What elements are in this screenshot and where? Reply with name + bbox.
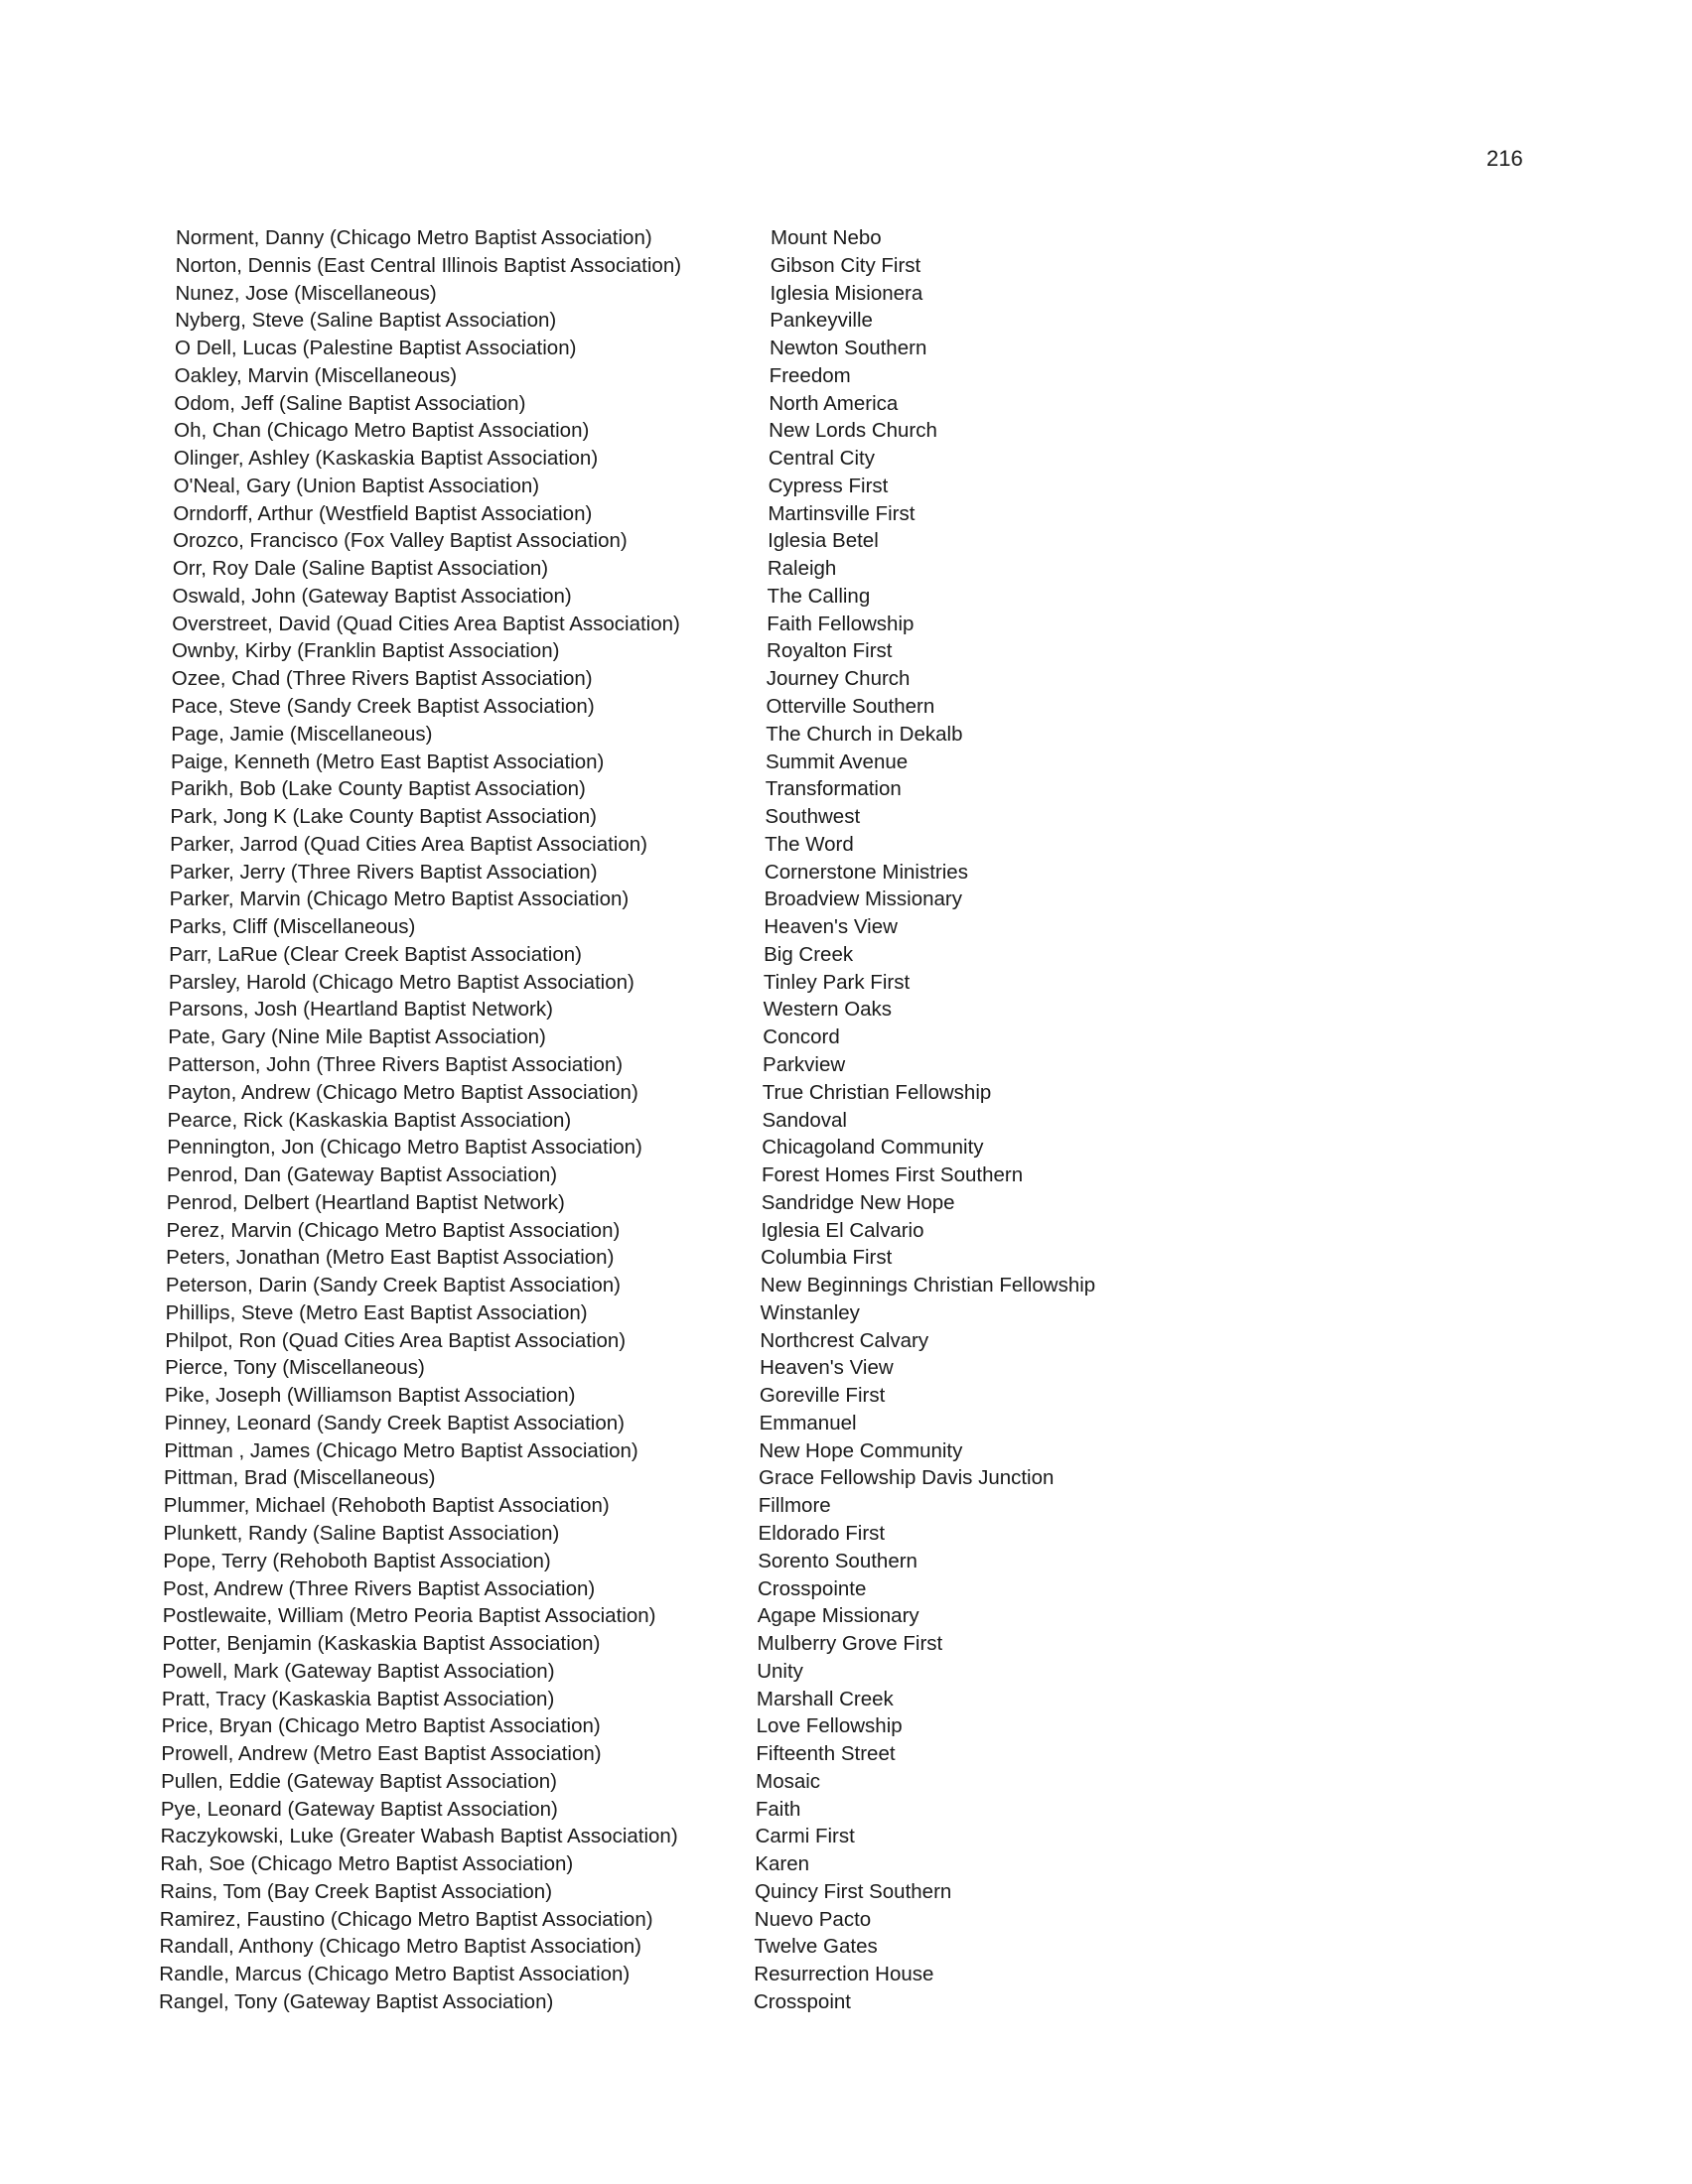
- list-item: [0, 583, 1692, 611]
- list-item: [0, 721, 1692, 749]
- entry-name: Ramirez, Faustino (Chicago Metro Baptist Association): [159, 1907, 653, 1931]
- list-item: [0, 749, 1692, 776]
- entry-name: Pearce, Rick (Kaskaskia Baptist Association): [167, 1108, 572, 1132]
- list-item: [0, 473, 1692, 500]
- entry-church: Mulberry Grove First: [757, 1632, 943, 1656]
- list-item: [0, 1079, 1692, 1107]
- list-item: [0, 1327, 1692, 1355]
- list-item: [0, 886, 1692, 913]
- entry-name: Norment, Danny (Chicago Metro Baptist Association): [176, 226, 652, 249]
- entry-name: Parsons, Josh (Heartland Baptist Network): [168, 998, 553, 1022]
- entry-name: Paige, Kenneth (Metro East Baptist Association): [170, 750, 605, 773]
- entry-church: Chicagoland Community: [762, 1136, 984, 1160]
- entry-church: Parkview: [763, 1052, 846, 1076]
- list-item: [0, 1933, 1692, 1961]
- entry-church: Crosspointe: [757, 1576, 867, 1600]
- list-item: [0, 527, 1692, 555]
- list-item: [0, 1272, 1692, 1299]
- entry-church: North America: [769, 391, 899, 415]
- list-item: [0, 775, 1692, 803]
- list-item: [0, 1107, 1692, 1135]
- entry-church: The Word: [765, 832, 854, 856]
- list-item: [0, 1189, 1692, 1217]
- entry-church: Unity: [757, 1659, 803, 1683]
- entry-church: Resurrection House: [754, 1963, 934, 1986]
- entry-name: Prowell, Andrew (Metro East Baptist Association): [161, 1742, 602, 1766]
- list-item: [0, 1134, 1692, 1161]
- entry-name: Pace, Steve (Sandy Creek Baptist Association): [171, 695, 595, 719]
- list-item: [0, 1602, 1692, 1630]
- entry-church: Grace Fellowship Davis Junction: [759, 1466, 1055, 1490]
- entry-name: Payton, Andrew (Chicago Metro Baptist Association): [167, 1080, 638, 1104]
- entry-name: Pope, Terry (Rehoboth Baptist Association): [163, 1549, 551, 1572]
- entry-church: Mosaic: [756, 1769, 821, 1793]
- list-item: [0, 1464, 1692, 1492]
- entry-church: Faith: [755, 1797, 801, 1821]
- entry-church: Emmanuel: [759, 1411, 857, 1434]
- entry-name: Pinney, Leonard (Sandy Creek Baptist Association): [164, 1411, 625, 1434]
- entry-church: True Christian Fellowship: [762, 1080, 992, 1104]
- entry-church: Eldorado First: [758, 1521, 886, 1545]
- list-item: [0, 1492, 1692, 1520]
- entry-name: Plummer, Michael (Rehoboth Baptist Association): [163, 1494, 610, 1518]
- entry-church: Southwest: [765, 805, 861, 829]
- entry-name: Odom, Jeff (Saline Baptist Association): [174, 391, 526, 415]
- entry-church: Martinsville First: [768, 501, 916, 525]
- entry-church: Heaven's View: [760, 1356, 894, 1380]
- entry-name: Parker, Jarrod (Quad Cities Area Baptist Association): [170, 832, 647, 856]
- entry-church: Tinley Park First: [763, 970, 911, 994]
- entry-church: New Beginnings Christian Fellowship: [760, 1274, 1096, 1297]
- entry-church: Iglesia El Calvario: [761, 1218, 924, 1242]
- entry-name: Postlewaite, William (Metro Peoria Baptist Association): [162, 1604, 656, 1628]
- entry-church: Sorento Southern: [758, 1549, 917, 1572]
- list-item: [0, 1437, 1692, 1465]
- entry-name: Philpot, Ron (Quad Cities Area Baptist Association): [165, 1328, 627, 1352]
- entry-name: Parker, Jerry (Three Rivers Baptist Association): [169, 860, 598, 884]
- entry-church: Royalton First: [767, 639, 893, 663]
- entry-church: Heaven's View: [764, 915, 898, 939]
- page-number: 216: [1486, 146, 1523, 171]
- entry-church: Winstanley: [760, 1300, 860, 1324]
- list-item: [0, 335, 1692, 362]
- entry-name: Ownby, Kirby (Franklin Baptist Association): [172, 639, 560, 663]
- entry-name: Ozee, Chad (Three Rivers Baptist Association): [171, 667, 593, 691]
- list-item: [0, 500, 1692, 528]
- list-item: [0, 1768, 1692, 1796]
- list-item: [0, 859, 1692, 887]
- entry-church: Faith Fellowship: [767, 612, 915, 635]
- list-item: [0, 1823, 1692, 1850]
- list-item: [0, 693, 1692, 721]
- entry-name: Penrod, Delbert (Heartland Baptist Network): [166, 1190, 565, 1214]
- list-item: [0, 1961, 1692, 1988]
- entry-church: Nuevo Pacto: [754, 1907, 872, 1931]
- list-item: [0, 555, 1692, 583]
- list-item: [0, 1520, 1692, 1548]
- list-item: [0, 996, 1692, 1024]
- entry-church: Cypress First: [768, 474, 889, 497]
- list-item: [0, 362, 1692, 390]
- entry-name: Raczykowski, Luke (Greater Wabash Baptist Association): [160, 1825, 678, 1848]
- entry-name: Pennington, Jon (Chicago Metro Baptist Association): [167, 1136, 642, 1160]
- entry-church: Quincy First Southern: [755, 1879, 952, 1903]
- list-item: [0, 1244, 1692, 1272]
- entry-church: Broadview Missionary: [764, 887, 962, 911]
- entry-name: Pierce, Tony (Miscellaneous): [165, 1356, 425, 1380]
- list-item: [0, 1906, 1692, 1934]
- entry-name: Penrod, Dan (Gateway Baptist Association): [166, 1163, 558, 1187]
- list-item: [0, 1630, 1692, 1658]
- entry-name: Plunkett, Randy (Saline Baptist Association): [163, 1521, 560, 1545]
- list-item: [0, 224, 1692, 252]
- entry-name: Orr, Roy Dale (Saline Baptist Association): [172, 557, 549, 581]
- entry-name: Pullen, Eddie (Gateway Baptist Association): [161, 1769, 557, 1793]
- entry-church: Central City: [768, 447, 875, 471]
- entry-name: Parks, Cliff (Miscellaneous): [169, 915, 416, 939]
- entry-church: Pankeyville: [770, 309, 873, 333]
- list-item: [0, 390, 1692, 418]
- entry-church: Mount Nebo: [771, 226, 882, 249]
- list-item: [0, 280, 1692, 308]
- list-item: [0, 969, 1692, 997]
- list-item: [0, 831, 1692, 859]
- entry-church: Newton Southern: [769, 337, 927, 360]
- entry-name: Pike, Joseph (Williamson Baptist Association): [164, 1384, 576, 1408]
- list-item: [0, 941, 1692, 969]
- entry-name: Price, Bryan (Chicago Metro Baptist Association): [161, 1714, 601, 1738]
- entry-name: Potter, Benjamin (Kaskaskia Baptist Association): [162, 1632, 601, 1656]
- entry-church: Raleigh: [767, 557, 837, 581]
- list-item: [0, 1658, 1692, 1686]
- entry-name: Oh, Chan (Chicago Metro Baptist Association): [174, 419, 590, 443]
- list-item: [0, 1354, 1692, 1382]
- entry-church: Love Fellowship: [756, 1714, 903, 1738]
- entry-church: New Lords Church: [769, 419, 937, 443]
- entry-church: Fillmore: [758, 1494, 831, 1518]
- entry-church: The Calling: [767, 584, 871, 608]
- entry-church: Iglesia Betel: [768, 529, 879, 553]
- list-item: [0, 1686, 1692, 1713]
- entry-church: Cornerstone Ministries: [764, 860, 968, 884]
- entry-name: Park, Jong K (Lake County Baptist Association): [170, 805, 598, 829]
- list-item: [0, 1878, 1692, 1906]
- entry-name: Peterson, Darin (Sandy Creek Baptist Association): [165, 1274, 621, 1297]
- entry-church: Columbia First: [761, 1246, 893, 1270]
- list-item: [0, 1740, 1692, 1768]
- entry-name: Overstreet, David (Quad Cities Area Baptist Association): [172, 612, 680, 635]
- entry-name: Pye, Leonard (Gateway Baptist Association): [160, 1797, 558, 1821]
- entry-church: Karen: [755, 1852, 810, 1876]
- list-item: [0, 1051, 1692, 1079]
- entry-name: Rangel, Tony (Gateway Baptist Association): [159, 1990, 554, 2013]
- entry-name: Parikh, Bob (Lake County Baptist Association): [170, 777, 586, 801]
- list-item: [0, 913, 1692, 941]
- list-item: [0, 1988, 1692, 2016]
- entry-name: Perez, Marvin (Chicago Metro Baptist Association): [166, 1218, 621, 1242]
- list-item: [0, 1299, 1692, 1327]
- list-item: [0, 1410, 1692, 1437]
- list-item: [0, 665, 1692, 693]
- list-item: [0, 611, 1692, 638]
- entry-church: Otterville Southern: [766, 695, 935, 719]
- entry-church: Crosspoint: [754, 1990, 851, 2013]
- entry-name: Page, Jamie (Miscellaneous): [171, 722, 433, 746]
- list-item: [0, 445, 1692, 473]
- entry-name: Nunez, Jose (Miscellaneous): [175, 281, 437, 305]
- entry-church: Freedom: [769, 363, 851, 387]
- entry-name: Olinger, Ashley (Kaskaskia Baptist Association): [173, 447, 599, 471]
- entry-name: Parker, Marvin (Chicago Metro Baptist Association): [169, 887, 630, 911]
- entry-church: Western Oaks: [763, 998, 893, 1022]
- entry-name: Oakley, Marvin (Miscellaneous): [174, 363, 458, 387]
- entry-church: Marshall Creek: [756, 1687, 894, 1710]
- list-item: [0, 252, 1692, 280]
- entry-name: Oswald, John (Gateway Baptist Association): [172, 584, 572, 608]
- entry-church: Journey Church: [766, 667, 911, 691]
- entry-name: Parr, LaRue (Clear Creek Baptist Association): [169, 942, 582, 966]
- entry-church: Big Creek: [764, 942, 854, 966]
- entry-church: Summit Avenue: [765, 750, 909, 773]
- entry-name: Phillips, Steve (Metro East Baptist Association): [165, 1300, 588, 1324]
- entry-name: Randall, Anthony (Chicago Metro Baptist Association): [159, 1935, 641, 1959]
- entry-church: The Church in Dekalb: [766, 722, 963, 746]
- entry-name: Pate, Gary (Nine Mile Baptist Association): [168, 1025, 546, 1049]
- entry-name: Orozco, Francisco (Fox Valley Baptist Association): [173, 529, 628, 553]
- entry-name: Powell, Mark (Gateway Baptist Association): [162, 1659, 555, 1683]
- list-item: [0, 1161, 1692, 1189]
- list-item: [0, 637, 1692, 665]
- entry-name: Parsley, Harold (Chicago Metro Baptist Association): [168, 970, 634, 994]
- list-item: [0, 803, 1692, 831]
- entry-church: Sandoval: [762, 1108, 847, 1132]
- entry-name: Pittman , James (Chicago Metro Baptist Association): [164, 1438, 638, 1462]
- entry-church: New Hope Community: [759, 1438, 963, 1462]
- entry-name: Patterson, John (Three Rivers Baptist Association): [168, 1052, 624, 1076]
- entry-name: Rah, Soe (Chicago Metro Baptist Association): [160, 1852, 574, 1876]
- list-item: [0, 417, 1692, 445]
- list-item: [0, 1712, 1692, 1740]
- entry-name: Pittman, Brad (Miscellaneous): [164, 1466, 436, 1490]
- entry-name: Rains, Tom (Bay Creek Baptist Association): [160, 1879, 553, 1903]
- list-item: [0, 1382, 1692, 1410]
- entry-name: Norton, Dennis (East Central Illinois Baptist Association): [175, 253, 682, 277]
- entry-name: Post, Andrew (Three Rivers Baptist Association): [162, 1576, 596, 1600]
- list-item: [0, 1548, 1692, 1575]
- entry-church: Northcrest Calvary: [760, 1328, 929, 1352]
- entry-church: Concord: [763, 1025, 840, 1049]
- entry-name: Peters, Jonathan (Metro East Baptist Association): [166, 1246, 615, 1270]
- entry-church: Transformation: [765, 777, 902, 801]
- list-item: [0, 1217, 1692, 1245]
- entry-church: Gibson City First: [770, 253, 921, 277]
- list-item: [0, 1024, 1692, 1051]
- list-item: [0, 1850, 1692, 1878]
- entry-name: Orndorff, Arthur (Westfield Baptist Association): [173, 501, 593, 525]
- list-item: [0, 307, 1692, 335]
- entry-name: O'Neal, Gary (Union Baptist Association): [173, 474, 540, 497]
- list-item: [0, 1796, 1692, 1824]
- entry-name: Nyberg, Steve (Saline Baptist Association): [175, 309, 557, 333]
- entry-church: Iglesia Misionera: [770, 281, 923, 305]
- entry-church: Carmi First: [755, 1825, 855, 1848]
- list-item: [0, 1575, 1692, 1603]
- entry-church: Sandridge New Hope: [761, 1190, 955, 1214]
- entry-church: Goreville First: [759, 1384, 886, 1408]
- entry-church: Fifteenth Street: [756, 1742, 896, 1766]
- entry-name: Randle, Marcus (Chicago Metro Baptist Association): [159, 1963, 631, 1986]
- entry-name: O Dell, Lucas (Palestine Baptist Association): [174, 337, 577, 360]
- entry-name: Pratt, Tracy (Kaskaskia Baptist Association): [161, 1687, 555, 1710]
- entry-church: Agape Missionary: [757, 1604, 919, 1628]
- entry-list: [0, 224, 1692, 2016]
- entry-church: Twelve Gates: [754, 1935, 878, 1959]
- entry-church: Forest Homes First Southern: [761, 1163, 1024, 1187]
